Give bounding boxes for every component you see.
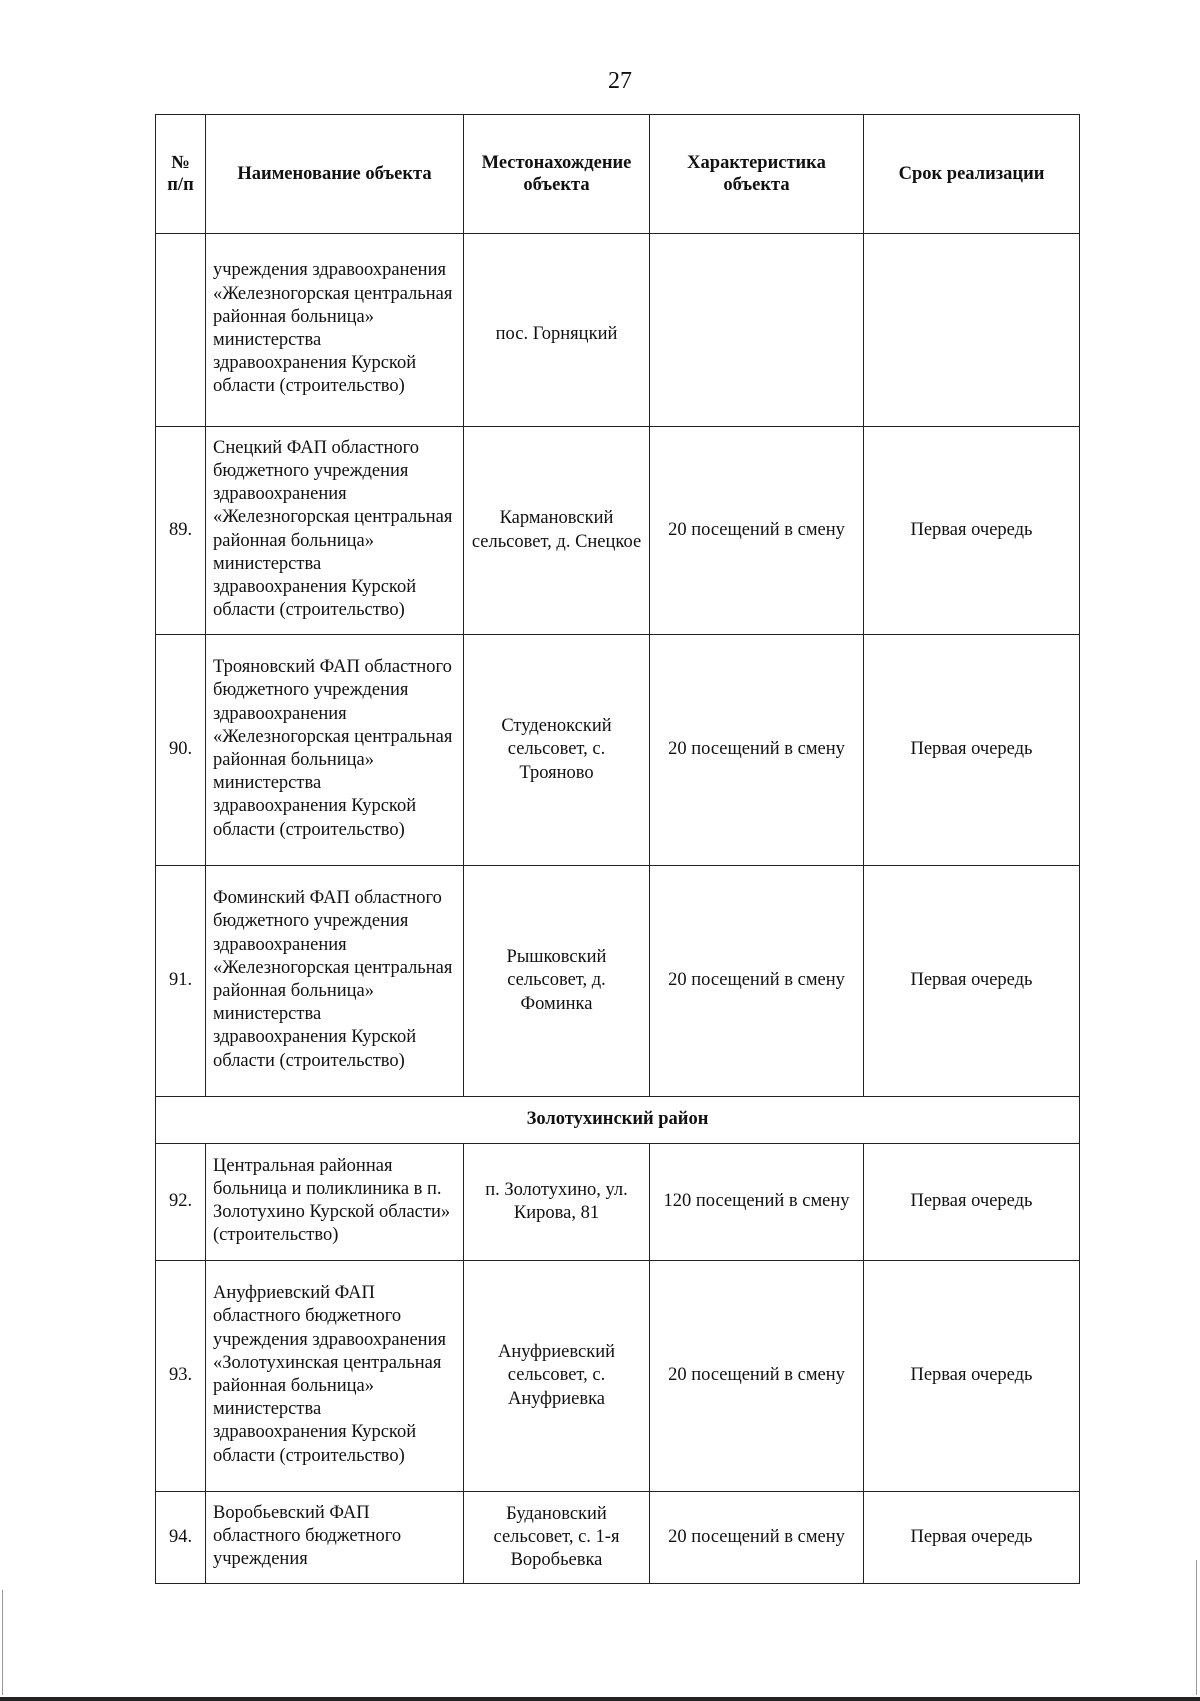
row-characteristic: [650, 234, 864, 427]
row-characteristic: 120 посещений в смену: [650, 1144, 864, 1261]
row-num: 93.: [156, 1261, 206, 1492]
row-name: Снецкий ФАП областного бюджетного учреждения здравоохранения «Железногорская центральная районная больница» министерства здравоохранения Курской области (строительство): [206, 427, 464, 635]
table-row: [156, 427, 1080, 635]
row-num: [156, 234, 206, 427]
row-characteristic: 20 посещений в смену: [650, 1492, 864, 1584]
header-num: № п/п: [156, 115, 206, 234]
row-name: Трояновский ФАП областного бюджетного учреждения здравоохранения «Железногорская центральная районная больница» министерства здравоохранения Курской области (строительство): [206, 635, 464, 866]
row-num: 92.: [156, 1144, 206, 1261]
row-location: Ануфриевский сельсовет, с. Ануфриевка: [464, 1261, 650, 1492]
row-name: Фоминский ФАП областного бюджетного учреждения здравоохранения «Железногорская центральная районная больница» министерства здравоохранения Курской области (строительство): [206, 866, 464, 1097]
table-header-row: [156, 115, 1080, 234]
row-term: [864, 234, 1080, 427]
scan-bottom-edge: [0, 1697, 1200, 1701]
table-row: [156, 1144, 1080, 1261]
row-num: 90.: [156, 635, 206, 866]
row-location: Кармановский сельсовет, д. Снецкое: [464, 427, 650, 635]
row-name: Центральная районная больница и поликлиника в п. Золотухино Курской области» (строительство): [206, 1144, 464, 1261]
scan-margin-line: [1196, 1560, 1197, 1695]
row-term: Первая очередь: [864, 427, 1080, 635]
section-title: Золотухинский район: [156, 1097, 1080, 1144]
row-term: Первая очередь: [864, 1492, 1080, 1584]
row-location: пос. Горняцкий: [464, 234, 650, 427]
row-term: Первая очередь: [864, 1261, 1080, 1492]
table-row: [156, 866, 1080, 1097]
row-characteristic: 20 посещений в смену: [650, 866, 864, 1097]
table-row: [156, 1261, 1080, 1492]
page-number: 27: [608, 68, 632, 94]
row-name: учреждения здравоохранения «Железногорская центральная районная больница» министерства здравоохранения Курской области (строительство): [206, 234, 464, 427]
header-term: Срок реализации: [864, 115, 1080, 234]
row-term: Первая очередь: [864, 866, 1080, 1097]
row-characteristic: 20 посещений в смену: [650, 427, 864, 635]
table-row: [156, 635, 1080, 866]
scan-margin-line: [2, 1590, 3, 1695]
row-name: Ануфриевский ФАП областного бюджетного учреждения здравоохранения «Золотухинская центральная районная больница» министерства здравоохранения Курской области (строительство): [206, 1261, 464, 1492]
row-location: Рышковский сельсовет, д. Фоминка: [464, 866, 650, 1097]
header-name: Наименование объекта: [206, 115, 464, 234]
row-location: Студенокский сельсовет, с. Трояново: [464, 635, 650, 866]
row-location: п. Золотухино, ул. Кирова, 81: [464, 1144, 650, 1261]
row-num: 89.: [156, 427, 206, 635]
table-row: [156, 1492, 1080, 1584]
row-num: 91.: [156, 866, 206, 1097]
row-term: Первая очередь: [864, 635, 1080, 866]
row-characteristic: 20 посещений в смену: [650, 1261, 864, 1492]
section-row: [156, 1097, 1080, 1144]
row-characteristic: 20 посещений в смену: [650, 635, 864, 866]
header-characteristic: Характеристика объекта: [650, 115, 864, 234]
header-location: Местонахождение объекта: [464, 115, 650, 234]
row-num: 94.: [156, 1492, 206, 1584]
row-name: Воробьевский ФАП областного бюджетного учреждения: [206, 1492, 464, 1584]
table-row: [156, 234, 1080, 427]
row-term: Первая очередь: [864, 1144, 1080, 1261]
objects-table: [155, 114, 1080, 1584]
row-location: Будановский сельсовет, с. 1-я Воробьевка: [464, 1492, 650, 1584]
